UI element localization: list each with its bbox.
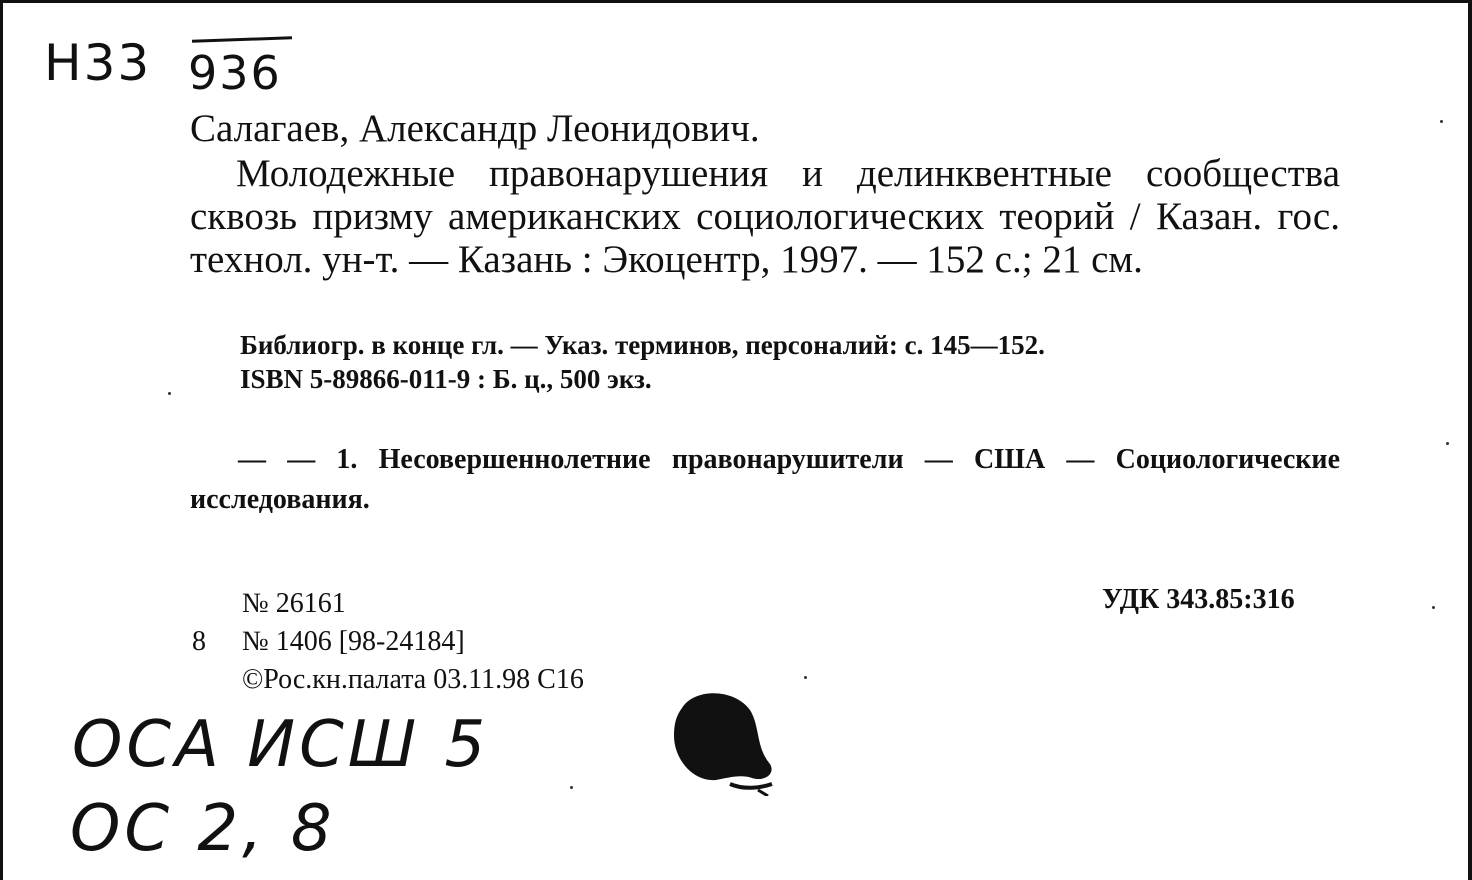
isbn-note: ISBN 5-89866-011-9 : Б. ц., 500 экз. bbox=[240, 364, 652, 394]
copyright-line: ©Рос.кн.палата 03.11.98 С16 bbox=[242, 664, 584, 695]
bibliographic-description: Молодежные правонарушения и делинквентные сообщества сквозь призму американских социологических теорий / Казан. гос. технол. ун-т. — Казань : Экоцентр, 1997. — 152 с.; 21 см. bbox=[190, 152, 1340, 281]
shelf-code: Н33 bbox=[44, 34, 152, 92]
shelf-number: 936 bbox=[188, 46, 282, 100]
scan-speck bbox=[570, 786, 573, 789]
handwritten-sigla-1: ОСА ИСШ 5 bbox=[72, 708, 490, 782]
notes bbox=[240, 328, 1045, 396]
card-number-1: № 26161 bbox=[242, 588, 346, 619]
card-number-2: № 1406 [98-24184] bbox=[242, 626, 465, 657]
scan-speck bbox=[168, 392, 171, 395]
subject-heading: — — 1. Несовершеннолетние правонарушители — США — Социологические исследования. bbox=[190, 444, 1340, 515]
shelf-number-overline bbox=[192, 36, 292, 42]
udk-code: УДК 343.85:316 bbox=[1102, 584, 1295, 615]
handwritten-sigla-2: ОС 2, 8 bbox=[70, 792, 336, 866]
scan-speck bbox=[1446, 442, 1449, 445]
card-number-2-prefix: 8 bbox=[192, 626, 206, 657]
card-edge-left bbox=[0, 0, 3, 880]
bibliography-note: Библиогр. в конце гл. — Указ. терминов, персоналий: с. 145—152. bbox=[240, 330, 1045, 360]
scan-speck bbox=[804, 676, 807, 679]
scan-speck bbox=[1440, 120, 1443, 123]
card-edge-top bbox=[0, 0, 1472, 3]
author-heading: Салагаев, Александр Леонидович. bbox=[190, 107, 760, 150]
ink-blot-mark bbox=[668, 686, 776, 796]
card-edge-right bbox=[1468, 0, 1472, 880]
scan-speck bbox=[1432, 606, 1435, 609]
